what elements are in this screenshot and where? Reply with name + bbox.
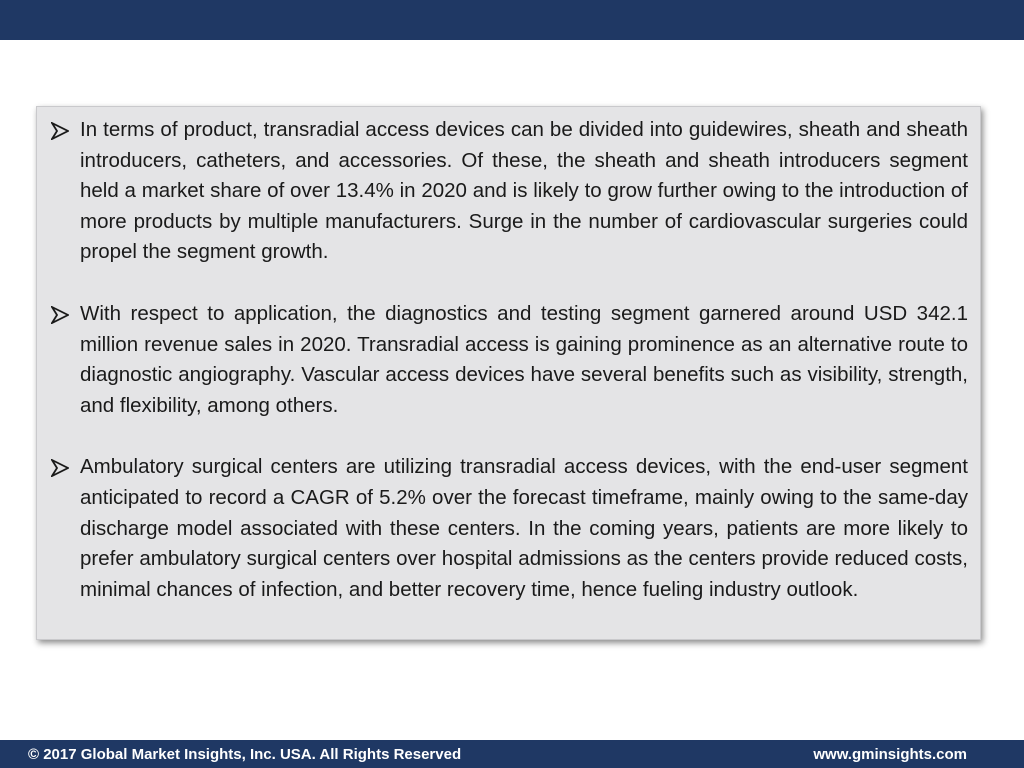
arrow-bullet-icon bbox=[51, 122, 69, 140]
copyright-text: © 2017 Global Market Insights, Inc. USA. All Rights Reserved bbox=[28, 745, 462, 763]
bullet-item bbox=[49, 299, 968, 421]
bullet-text: In terms of product, transradial access devices can be divided into guidewires, sheath and sheath introducers, catheters, and accessories. Of these, the sheath and sheath introducers segment held a market share of over 13.4% in 2020 and is likely to grow further owing to the introduction of more products by multiple manufacturers. Surge in the number of cardiovascular surgeries could propel the segment growth. bbox=[80, 118, 968, 264]
arrow-bullet-icon bbox=[51, 459, 69, 477]
bullet-text: With respect to application, the diagnostics and testing segment garnered around USD 342.1 million revenue sales in 2020. Transradial access is gaining prominence as an alternative route to diagnostic angiography. Vascular access devices have several benefits such as visibility, strength, and flexibility, among others. bbox=[80, 301, 968, 417]
content-panel bbox=[36, 106, 981, 640]
footer-bar bbox=[0, 740, 1024, 768]
bullet-text: Ambulatory surgical centers are utilizing transradial access devices, with the end-user segment anticipated to record a CAGR of 5.2% over the forecast timeframe, mainly owing to the same-day discharge model associated with these centers. In the coming years, patients are more likely to prefer ambulatory surgical centers over hospital admissions as the centers provide reduced costs, minimal chances of infection, and better recovery time, hence fueling industry outlook. bbox=[80, 455, 968, 601]
header-bar bbox=[0, 0, 1024, 40]
bullet-list bbox=[49, 115, 968, 605]
arrow-bullet-icon bbox=[51, 306, 69, 324]
website-link[interactable]: www.gminsights.com bbox=[813, 745, 967, 763]
bullet-item bbox=[49, 452, 968, 605]
bullet-item bbox=[49, 115, 968, 268]
